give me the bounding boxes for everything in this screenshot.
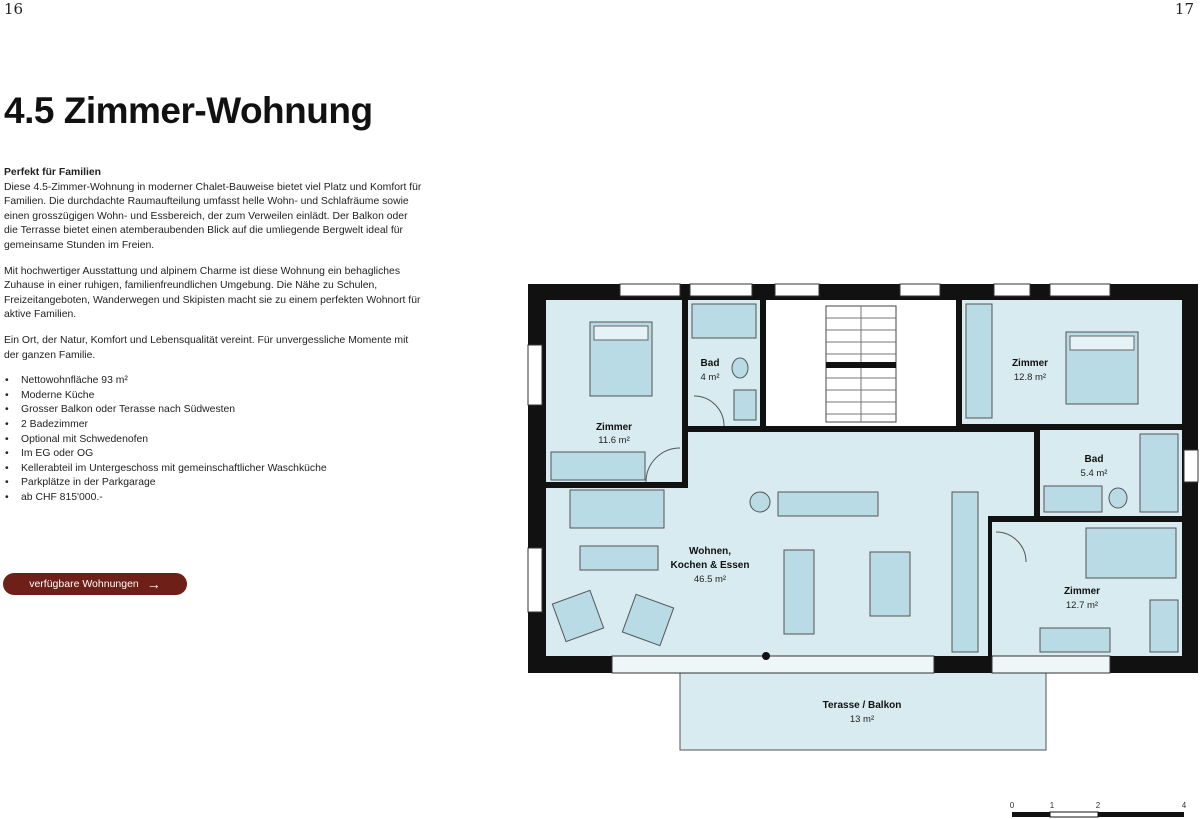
wall (688, 426, 1038, 432)
cta-label: verfügbare Wohnungen (29, 578, 139, 590)
feature-item: • ab CHF 815'000.- (4, 491, 424, 506)
bed (1086, 528, 1176, 578)
room-area: 12.7 m² (1065, 600, 1099, 611)
vanity (1044, 486, 1102, 512)
toilet (732, 358, 748, 378)
dining-table (784, 550, 814, 634)
scale-tick-label: 0 (1009, 801, 1015, 810)
room-area: 5.4 m² (1080, 468, 1108, 479)
glass-front (992, 656, 1110, 673)
scale-tick-label: 1 (1049, 801, 1055, 810)
feature-item: • Parkplätze in der Parkgarage (4, 476, 424, 491)
plant-pot (762, 652, 770, 660)
arrow-right-icon: → (146, 576, 161, 592)
coffee-table (580, 546, 658, 570)
pillow (1070, 336, 1134, 350)
sideboard (778, 492, 878, 516)
window (528, 345, 542, 405)
wardrobe (1150, 600, 1178, 652)
page-title: 4.5 Zimmer-Wohnung (4, 90, 373, 131)
scale-segment (1098, 812, 1184, 817)
scale-bar (1010, 801, 1187, 817)
room-area: 11.6 m² (598, 435, 630, 446)
feature-item: • Nettowohnfläche 93 m² (4, 374, 424, 389)
kitchen-island (870, 552, 910, 616)
wall (956, 300, 962, 430)
sink (734, 390, 756, 420)
room-label: Zimmer (1063, 586, 1101, 597)
paragraph-1: Diese 4.5-Zimmer-Wohnung in moderner Chalet-Bauweise bietet viel Platz und Komfort für Familien. Die durchdachte Raumaufteilung umfasst helle Wohn- und Schlafräume sowie einen grosszügigen Wohn- und Essbereich, der zum Verweilen einlädt. Der Balkon oder die Terrasse bietet einen atemberaubenden Blick auf die umliegende Bergwelt ideal für gemeinsame Stunden im Freien. (4, 181, 422, 251)
window (620, 284, 680, 296)
room-label: Kochen & Essen (670, 560, 750, 571)
feature-item: • 2 Badezimmer (4, 418, 424, 433)
wall (682, 300, 688, 488)
room-label: Bad (1084, 454, 1104, 465)
window (690, 284, 752, 296)
room-label: Bad (700, 358, 720, 369)
scale-segment (1050, 812, 1098, 817)
subtitle: Perfekt für Familien (4, 167, 102, 178)
scale-tick-label: 2 (1095, 801, 1101, 810)
shower (692, 304, 756, 338)
wall (988, 516, 1182, 522)
feature-item: • Im EG oder OG (4, 447, 424, 462)
window (900, 284, 940, 296)
room-area: 13 m² (849, 714, 875, 725)
scale-segment (1012, 812, 1050, 817)
shower (1140, 434, 1178, 512)
feature-item: • Kellerabteil im Untergeschoss mit gemeinschaftlicher Waschküche (4, 462, 424, 477)
paragraph-2: Mit hochwertiger Ausstattung und alpinem Charme ist diese Wohnung ein behagliches Zuhause in einer ruhigen, familienfreundlichen Umgebung. Die Nähe zu Schulen, Freizeitangeboten, Wanderwegen und Skipisten macht sie zu einem perfekten Wohnort für aktive Familien. (4, 265, 421, 321)
stair-landing (826, 362, 896, 368)
scale-tick-label: 4 (1181, 801, 1187, 810)
page-number-right: 17 (1174, 0, 1194, 18)
room-area: 4 m² (700, 372, 720, 383)
wall (546, 482, 686, 488)
room-area: 46.5 m² (693, 574, 727, 585)
pillow (594, 326, 648, 340)
wall (1034, 424, 1182, 430)
feature-item: • Grosser Balkon oder Terasse nach Südwesten (4, 403, 424, 418)
window (1184, 450, 1198, 482)
room-label: Wohnen, (688, 546, 732, 557)
room-area: 12.8 m² (1013, 372, 1047, 383)
stove (750, 492, 770, 512)
wall (760, 300, 766, 430)
window (994, 284, 1030, 296)
wall (1034, 424, 1040, 522)
page-number-left: 16 (4, 0, 24, 18)
wardrobe (551, 452, 645, 480)
window (775, 284, 819, 296)
terrace-area (680, 672, 1046, 750)
sofa (570, 490, 664, 528)
window (528, 548, 542, 612)
feature-item: • Moderne Küche (4, 389, 424, 404)
wall (988, 516, 992, 656)
desk (1040, 628, 1110, 652)
glass-front (612, 656, 934, 673)
room-label: Zimmer (595, 422, 633, 433)
wardrobe (966, 304, 992, 418)
room-label: Zimmer (1011, 358, 1049, 369)
paragraph-3: Ein Ort, der Natur, Komfort und Lebensqualität vereint. Für unvergessliche Momente mit der ganzen Familie. (4, 334, 409, 361)
toilet (1109, 488, 1127, 508)
feature-item: • Optional mit Schwedenofen (4, 433, 424, 448)
window (1050, 284, 1110, 296)
kitchen-counter (952, 492, 978, 652)
room-label: Terasse / Balkon (822, 700, 902, 711)
